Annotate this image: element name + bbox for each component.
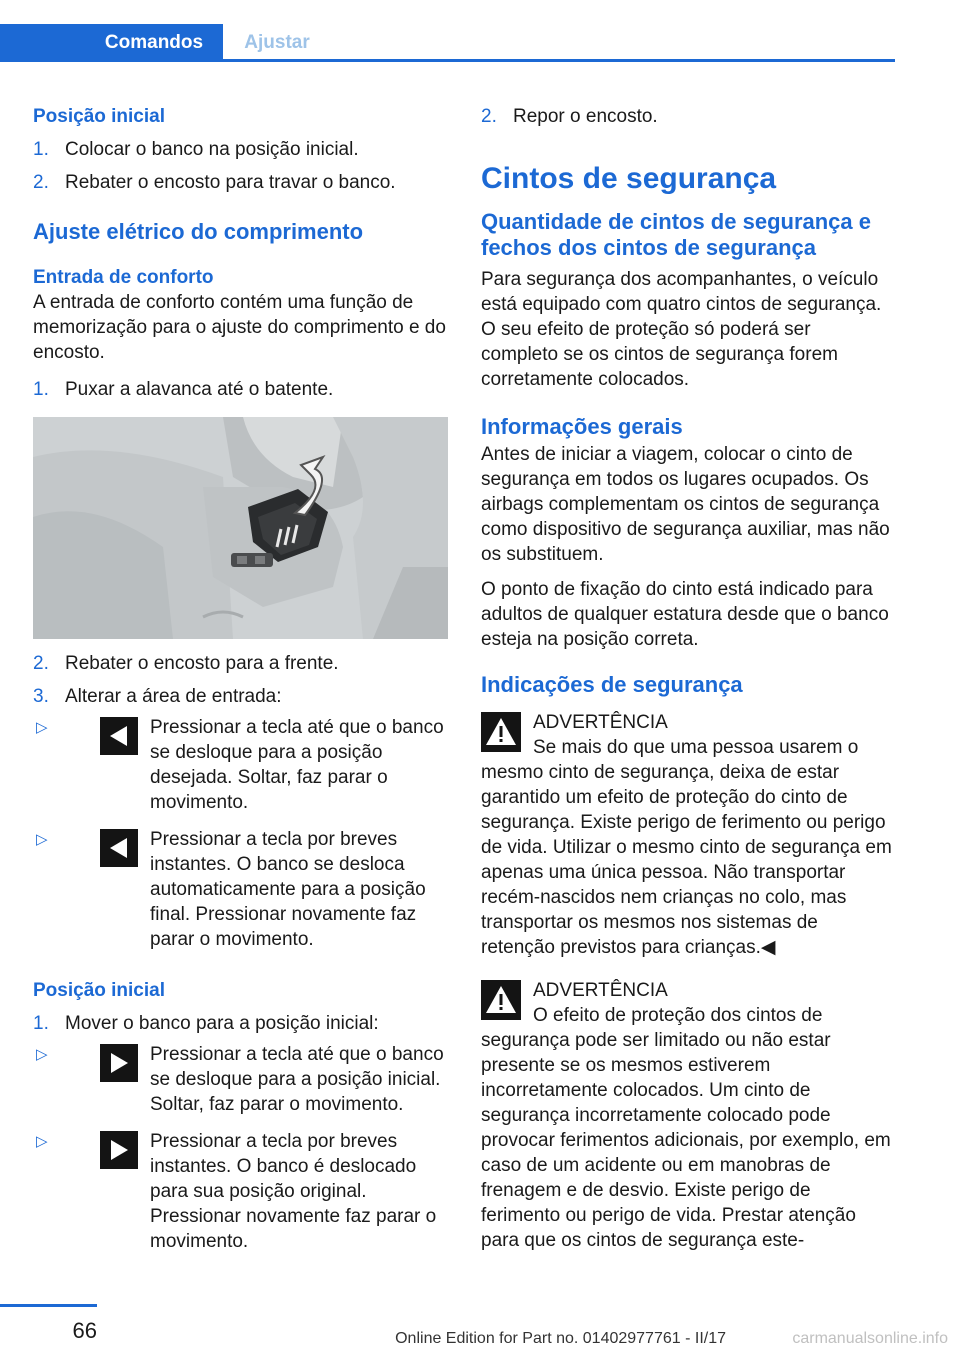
list-item	[33, 651, 448, 676]
heading-informacoes-gerais: Informações gerais	[481, 414, 683, 439]
bullet-text: Pressionar a tecla por breves instantes. O banco se desloca automaticamente para a posição final. Pressionar novamente faz parar o movimento.	[150, 829, 426, 950]
arrow-right-key-icon	[100, 1131, 138, 1169]
bullet-marker: ▷	[36, 719, 48, 736]
seat-lever-photo	[33, 417, 448, 639]
list-number: 3.	[33, 686, 49, 707]
warning-block	[481, 710, 892, 960]
arrow-left-key-icon	[100, 829, 138, 867]
bullet-item	[33, 1042, 448, 1117]
list-text: Alterar a área de entrada:	[65, 686, 282, 707]
list-text: Puxar a alavanca até o batente.	[65, 379, 334, 400]
watermark: carmanualsonline.info	[792, 1330, 948, 1347]
warning-title: ADVERTÊNCIA	[533, 712, 668, 733]
tab-underline	[0, 59, 895, 62]
bullet-text: Pressionar a tecla até que o banco se desloque para a posição desejada. Soltar, faz parar o movimento.	[150, 717, 444, 813]
bullet-marker: ▷	[36, 1046, 48, 1063]
tab-comandos[interactable]: Comandos	[85, 24, 223, 62]
list-item	[33, 1011, 448, 1036]
list-number: 1.	[33, 139, 49, 160]
bullet-item	[33, 715, 448, 815]
list-item	[33, 684, 448, 709]
list-number: 2.	[481, 106, 497, 127]
warning-text: O efeito de proteção dos cintos de segurança pode ser limitado ou não estar presente se os mesmos estiverem incorretamente colocados. Um cinto de segurança incorretamente colocado pode provocar ferimentos adicionais, por exemplo, em caso de um acidente ou em manobras de frenagem e de desvio. Existe perigo de ferimento ou perigo de vida. Prestar atenção para que os cintos de segurança este-	[481, 1005, 891, 1251]
bullet-marker: ▷	[36, 831, 48, 848]
list-item	[481, 104, 892, 129]
heading-entrada-conforto: Entrada de conforto	[33, 267, 214, 288]
bullet-text: Pressionar a tecla até que o banco se desloque para a posição inicial. Soltar, faz parar o movimento.	[150, 1044, 444, 1115]
heading-quantidade-cintos: Quantidade de cintos de segurança e fechos dos cintos de segurança	[481, 209, 871, 260]
page-number: 66	[72, 1318, 97, 1343]
bullet-marker: ▷	[36, 1133, 48, 1150]
list-number: 1.	[33, 1013, 49, 1034]
paragraph-quantidade: Para segurança dos acompanhantes, o veículo está equipado com quatro cintos de segurança. O seu efeito de proteção só poderá ser completo se os cintos de segurança forem corretamente colocados.	[481, 269, 882, 390]
arrow-left-key-icon	[100, 717, 138, 755]
edition-note: Online Edition for Part no. 01402977761 - II/17	[395, 1330, 726, 1347]
paragraph-info-1: Antes de iniciar a viagem, colocar o cinto de segurança em todos os lugares ocupados. Os airbags complementam os cintos de segurança como dispositivo de segurança auxiliar, mas não os substituem.	[481, 444, 890, 565]
list-text: Repor o encosto.	[513, 106, 658, 127]
warning-triangle-icon	[481, 712, 521, 752]
heading-posicao-inicial: Posição inicial	[33, 980, 165, 1001]
warning-block	[481, 978, 892, 1253]
bullet-text: Pressionar a tecla por breves instantes. O banco é deslocado para sua posição original. Pressionar novamente faz parar o movimento.	[150, 1131, 437, 1252]
heading-ajuste-eletrico: Ajuste elétrico do comprimento	[33, 219, 364, 244]
right-column	[481, 100, 892, 1253]
bullet-item	[33, 1129, 448, 1254]
footer-rule	[0, 1304, 97, 1307]
paragraph-info-2: O ponto de fixação do cinto está indicado para adultos de qualquer estatura desde que o banco esteja na posição correta.	[481, 579, 889, 650]
tab-bar-lead	[0, 24, 85, 62]
list-item	[33, 377, 448, 402]
list-text: Rebater o encosto para travar o banco.	[65, 172, 396, 193]
arrow-right-key-icon	[100, 1044, 138, 1082]
warning-triangle-icon	[481, 980, 521, 1020]
list-number: 2.	[33, 653, 49, 674]
heading-cintos-seguranca: Cintos de segurança	[481, 162, 777, 195]
list-item	[33, 137, 448, 162]
left-column	[33, 100, 448, 1254]
bullet-item	[33, 827, 448, 952]
tab-ajustar[interactable]: Ajustar	[244, 32, 310, 53]
list-number: 2.	[33, 172, 49, 193]
chapter-tab-bar	[0, 24, 895, 62]
heading-indicacoes-seguranca: Indicações de segurança	[481, 672, 743, 697]
heading-posicao-inicial: Posição inicial	[33, 106, 165, 127]
list-text: Colocar o banco na posição inicial.	[65, 139, 359, 160]
paragraph-entrada: A entrada de conforto contém uma função de memorização para o ajuste do comprimento e do encosto.	[33, 292, 446, 363]
list-text: Rebater o encosto para a frente.	[65, 653, 339, 674]
list-number: 1.	[33, 379, 49, 400]
warning-text: Se mais do que uma pessoa usarem o mesmo cinto de segurança, deixa de estar garantido um efeito de proteção do cinto de segurança. Existe perigo de ferimento ou perigo de vida. Utilizar o mesmo cinto de segurança em apenas uma única pessoa. Não transportar recém-nascidos nem crianças no colo, mas transportar os mesmos nos sistemas de retenção previstos para crianças.◀	[481, 737, 892, 958]
seat-lever-illustration	[33, 417, 448, 639]
warning-title: ADVERTÊNCIA	[533, 980, 668, 1001]
list-text: Mover o banco para a posição inicial:	[65, 1013, 379, 1034]
list-item	[33, 170, 448, 195]
